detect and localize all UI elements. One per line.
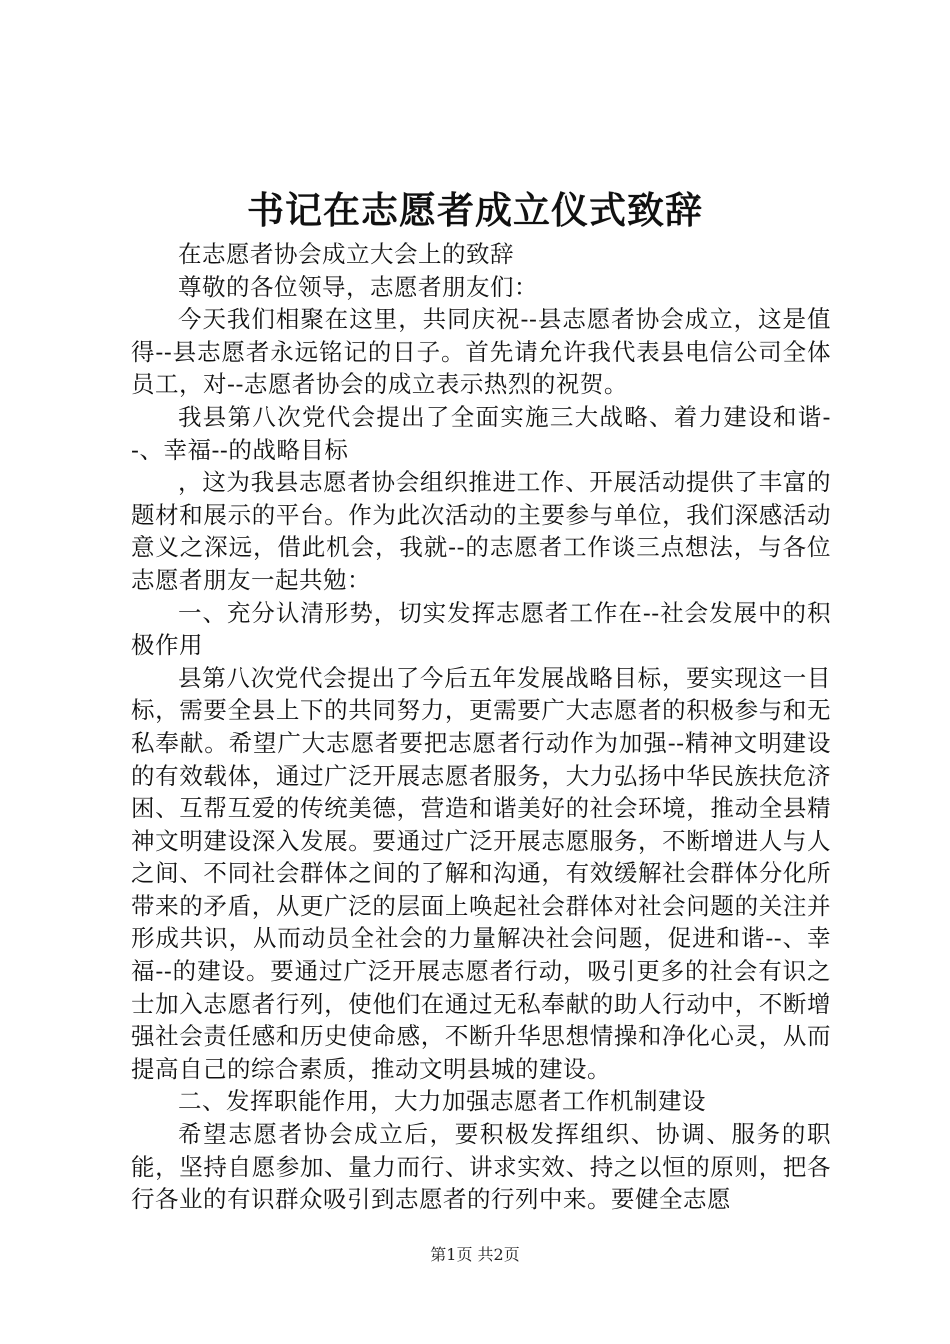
- paragraph-salutation: 尊敬的各位领导，志愿者朋友们：: [178, 272, 538, 301]
- paragraph-heading-occasion: 在志愿者协会成立大会上的致辞: [178, 240, 514, 268]
- paragraph-section-two: 希望志愿者协会成立后，要积极发挥组织、协调、服务的职能，坚持自愿参加、量力而行、讲求实效、持之以恒的原则，把各行各业的有识群众吸引到志愿者的行列中来。要健全志愿: [131, 1120, 831, 1214]
- paragraph-opening: 今天我们相聚在这里，共同庆祝--县志愿者协会成立，这是值得--县志愿者永远铭记的日子。首先请允许我代表县电信公司全体员工，对--志愿者协会的成立表示热烈的祝贺。: [131, 305, 831, 399]
- paragraph-strategy: 我县第八次党代会提出了全面实施三大战略、着力建设和谐--、幸福--的战略目标: [131, 402, 831, 464]
- page-number-footer: 第1页 共2页: [430, 1245, 520, 1264]
- paragraph-platform: ，这为我县志愿者协会组织推进工作、开展活动提供了丰富的题材和展示的平台。作为此次活动的主要参与单位，我们深感活动意义之深远，借此机会，我就--的志愿者工作谈三点想法，与各位志愿者朋友一起共勉：: [131, 468, 831, 594]
- paragraph-section-one: 县第八次党代会提出了今后五年发展战略目标，要实现这一目标，需要全县上下的共同努力，更需要广大志愿者的积极参与和无私奉献。希望广大志愿者要把志愿者行动作为加强--精神文明建设的有效载体，通过广泛开展志愿者服务，大力弘扬中华民族扶危济困、互帮互爱的传统美德，营造和谐美好的社会环境，推动全县精神文明建设深入发展。要通过广泛开展志愿服务，不断增进人与人之间、不同社会群体之间的了解和沟通，有效缓解社会群体分化所带来的矛盾，从更广泛的层面上唤起社会群体对社会问题的关注并形成共识，从而动员全社会的力量解决社会问题，促进和谐--、幸福--的建设。要通过广泛开展志愿者行动，吸引更多的社会有识之士加入志愿者行列，使他们在通过无私奉献的助人行动中，不断增强社会责任感和历史使命感，不断升华思想情操和净化心灵，从而提高自己的综合素质，推动文明县城的建设。: [131, 663, 831, 1083]
- section-heading-one: 一、充分认清形势，切实发挥志愿者工作在--社会发展中的积极作用: [131, 598, 831, 660]
- section-heading-two: 二、发挥职能作用，大力加强志愿者工作机制建设: [178, 1087, 706, 1116]
- document-title: 书记在志愿者成立仪式致辞: [247, 188, 703, 232]
- document-body: [131, 238, 831, 1216]
